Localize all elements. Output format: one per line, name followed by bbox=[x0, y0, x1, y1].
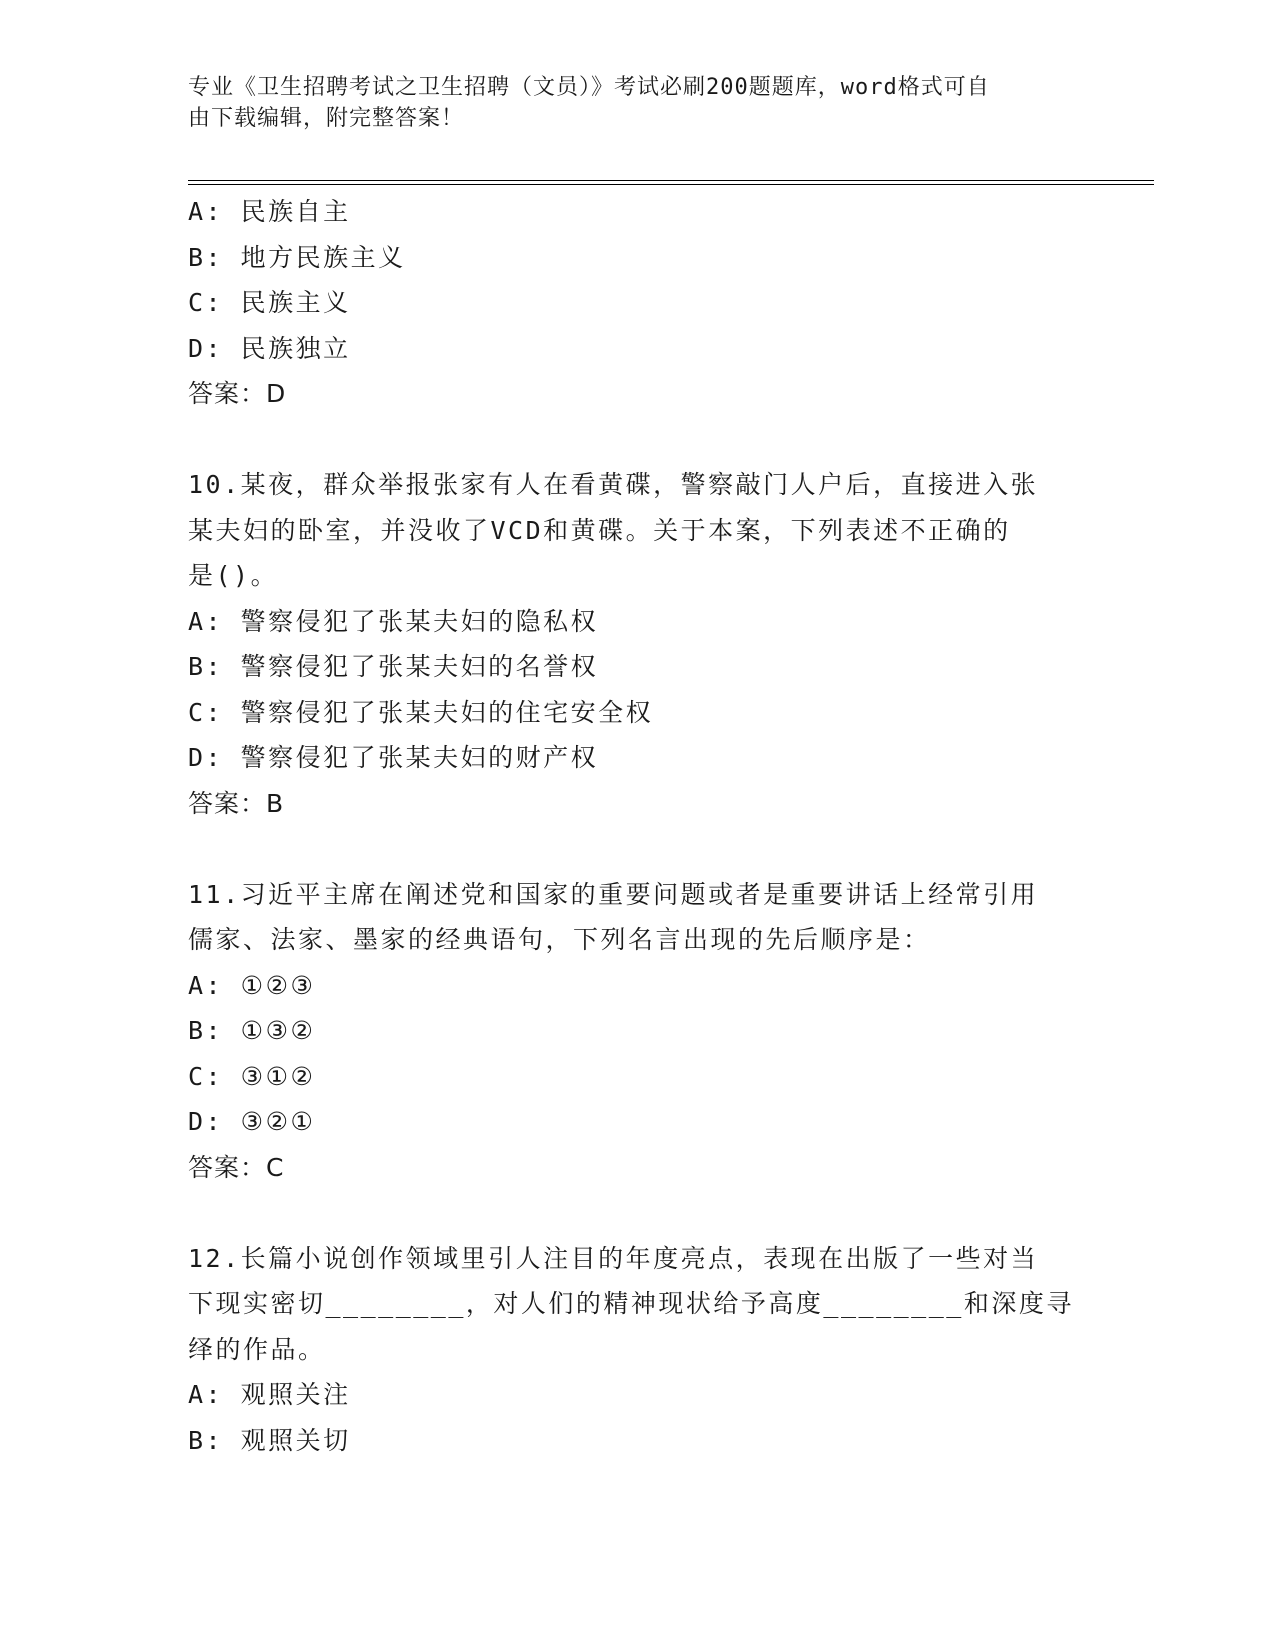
stem-line: 11.习近平主席在阐述党和国家的重要问题或者是重要讲话上经常引用 bbox=[188, 879, 1039, 909]
document-header bbox=[188, 72, 1068, 134]
question-stem bbox=[188, 872, 1088, 963]
option-d: D: 警察侵犯了张某夫妇的财产权 bbox=[188, 743, 599, 772]
header-line-2: 由下载编辑，附完整答案！ bbox=[188, 106, 465, 131]
question-10 bbox=[188, 462, 1088, 826]
option-b: B: ①③② bbox=[188, 1016, 316, 1045]
stem-line: 绎的作品。 bbox=[188, 1334, 326, 1364]
question-list bbox=[188, 189, 1088, 1463]
option-c: C: ③①② bbox=[188, 1061, 316, 1091]
question-stem bbox=[188, 1236, 1088, 1373]
spacer bbox=[188, 1190, 1088, 1236]
option-a: A: ①②③ bbox=[188, 970, 316, 1000]
stem-line: 10.某夜，群众举报张家有人在看黄碟，警察敲门人户后，直接进入张 bbox=[188, 470, 1039, 499]
stem-line: 儒家、法家、墨家的经典语句，下列名言出现的先后顺序是： bbox=[188, 925, 931, 954]
stem-line: 12.长篇小说创作领域里引人注目的年度亮点，表现在出版了一些对当 bbox=[188, 1243, 1039, 1273]
option-a: A: 警察侵犯了张某夫妇的隐私权 bbox=[188, 606, 599, 636]
option-a: A: 观照关注 bbox=[188, 1380, 351, 1409]
option-b: B: 警察侵犯了张某夫妇的名誉权 bbox=[188, 652, 599, 681]
option-c: C: 民族主义 bbox=[188, 288, 351, 317]
stem-line: 某夫妇的卧室，并没收了VCD和黄碟。关于本案，下列表述不正确的 bbox=[188, 515, 1011, 545]
header-rule-bottom bbox=[188, 184, 1154, 185]
answer: 答案：D bbox=[188, 379, 287, 408]
question-9 bbox=[188, 189, 1088, 417]
option-a: A: 民族自主 bbox=[188, 197, 351, 226]
spacer bbox=[188, 826, 1088, 872]
question-stem bbox=[188, 462, 1088, 599]
answer: 答案：B bbox=[188, 788, 285, 818]
option-d: D: ③②① bbox=[188, 1107, 316, 1136]
header-line-1: 专业《卫生招聘考试之卫生招聘（文员）》考试必刷200题题库，word格式可自 bbox=[188, 75, 990, 100]
option-c: C: 警察侵犯了张某夫妇的住宅安全权 bbox=[188, 697, 654, 727]
option-b: B: 地方民族主义 bbox=[188, 242, 406, 272]
answer: 答案：C bbox=[188, 1152, 285, 1182]
spacer bbox=[188, 417, 1088, 463]
question-11 bbox=[188, 872, 1088, 1191]
question-12 bbox=[188, 1236, 1088, 1464]
header-rule-top bbox=[188, 180, 1154, 181]
stem-line: 下现实密切________，对人们的精神现状给予高度________和深度寻 bbox=[188, 1289, 1074, 1318]
stem-line: 是()。 bbox=[188, 561, 279, 590]
option-d: D: 民族独立 bbox=[188, 333, 351, 363]
option-b: B: 观照关切 bbox=[188, 1425, 351, 1455]
